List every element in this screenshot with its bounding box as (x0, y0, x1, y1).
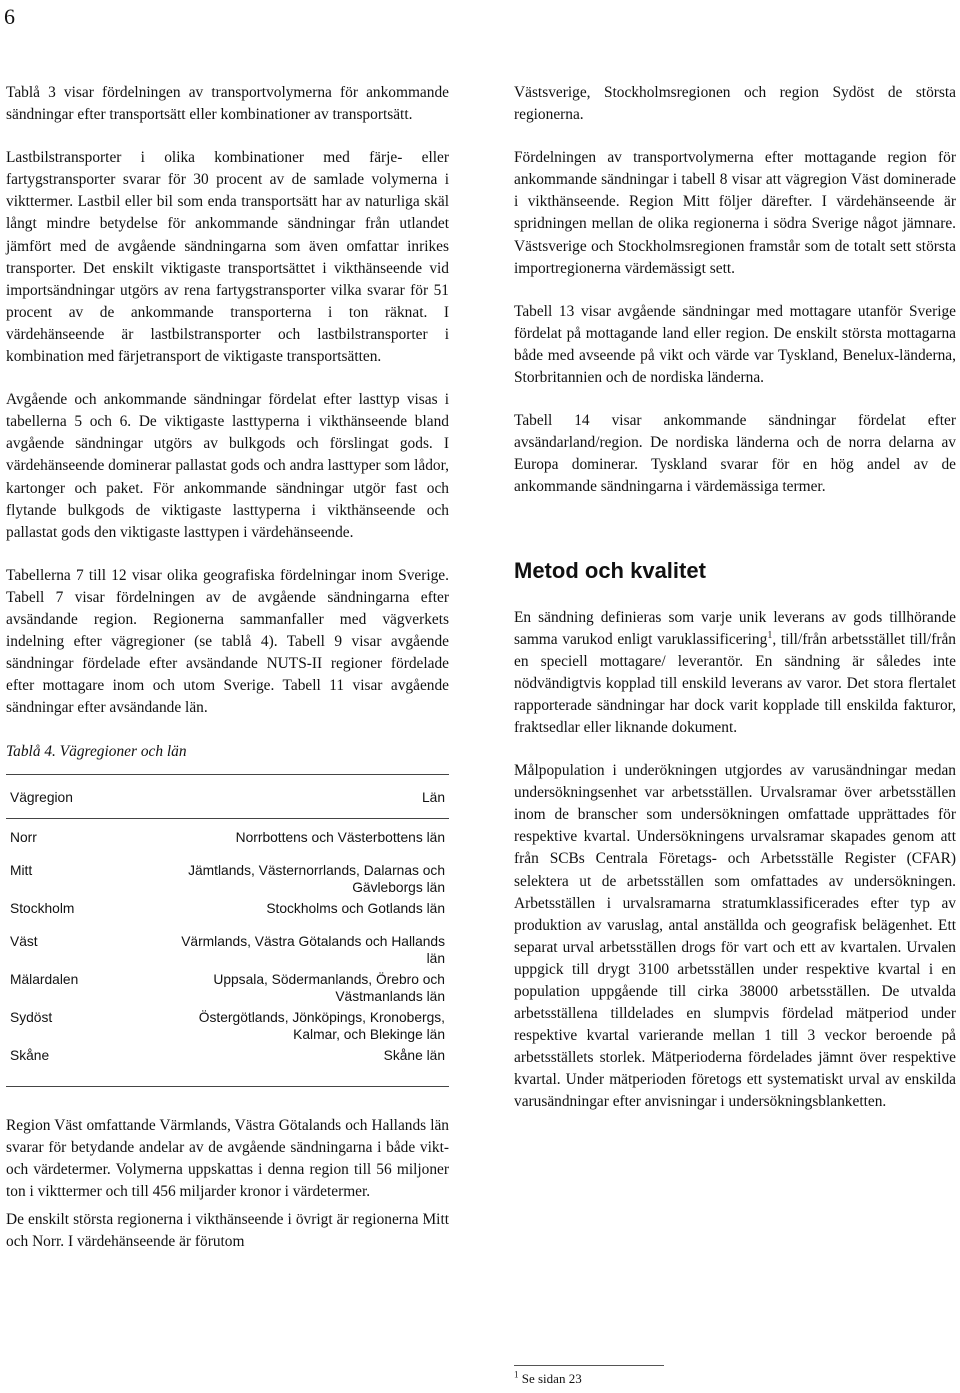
right-column (514, 82, 956, 1135)
table-row (6, 1045, 449, 1087)
regions-table (6, 774, 449, 1087)
paragraph: Tabellerna 7 till 12 visar olika geografiska fördelningar inom Sverige. Tabell 7 visar fördelningen av de avgående sändningarna efter avsändande region. Regionerna sammanfaller med vägverkets indelning efter vägregioner (se tablå 4). Tabell 9 visar avgående sändningar fördelade efter avsändande NUTS-II regioner fördelade efter mottagare inom och utom Sverige. Tabell 11 visar avgående sändningar efter avsändande län. (6, 566, 449, 717)
lan-cell: Norrbottens och Västerbottens län (235, 829, 445, 845)
footnote-marker: 1 (514, 1369, 519, 1380)
paragraph: Fördelningen av transportvolymerna efter mottagande region för ankommande sändningar i tabell 8 visar att vägregion Väst dominerade i vikthänseende. Region Mitt följer därefter. I värdehänseende är spridningen mellan de olika regionerna i södra Sverige något jämnare. Västsverige och Stockholmsregionen framstår som de totalt sett största importregionerna värdemässigt sett. (514, 149, 956, 277)
paragraph-text: , till/från arbetsstället till/från en speciell mottagare/ leverantör. En sändning är således inte nödvändigtvis kopplad till enskild leverans av varor. Det stora flertalet rapporterade sändningar har dock varit kopplade till enskilda fakturor, fraktsedlar eller liknande dokument. (514, 630, 956, 736)
region-cell: Stockholm (10, 900, 75, 916)
lan-cell: Östergötlands, Jönköpings, Kronobergs, Kalmar, och Blekinge län (198, 1009, 445, 1042)
region-cell: Mälardalen (10, 971, 79, 987)
table-header-row (6, 774, 449, 818)
footnote-divider (514, 1365, 664, 1366)
footnote (514, 1371, 582, 1387)
section-heading: Metod och kvalitet (514, 557, 706, 583)
paragraph: Västsverige, Stockholmsregionen och region Sydöst de största regionerna. (514, 84, 956, 124)
footnote-text: Se sidan 23 (518, 1371, 582, 1386)
table-row (6, 919, 449, 969)
header-lan: Län (164, 774, 449, 818)
region-cell: Skåne (6, 1045, 164, 1087)
header-region: Vägregion (6, 774, 164, 818)
region-cell: Norr (10, 829, 37, 845)
paragraph: Målpopulation i underökningen utgjordes av varusändningar medan undersökningsenhet var arbetsställen. Urvalsramar över arbetsställen inom de branscher som undersökningen omfattade upprättades för respektive kvartal. Undersökningens urvalsramar skapades genom att från SCBs Centrala Företags- och Arbetsställe Register (CFAR) selektera ut de arbetsställen som omfattades av undersökningen. Arbetsställen i urvalsramarna stratumklassificerades efter typ av produktion av varuslag, antal anställda och geografisk belägenhet. Ett separat urval arbetsställen drogs för vart och ett av kvartalen. Urvalen uppgick till drygt 3100 arbetsställen under respektive kvartal i en population uppgående till cirka 38000 arbetsställen. De utvalda arbetsställena tilldelades en slumpvis fördelad mätperiod under respektive kvartal varierande mellan 1 till 3 veckor beroende på arbetsställets storlek. Mätperioderna fördelades jämnt över respektive kvartal. Under mätperioden företogs ett systematiskt urval av enskilda varusändningar efter anvisningar i undersökningsblanketten. (514, 762, 956, 1111)
paragraph: Tabell 13 visar avgående sändningar med mottagare utanför Sverige fördelat på mottagande land eller region. De enskilt största mottagarna både med avseende på vikt och värde var Tyskland, Benelux-länderna, Storbritannien och de nordiska länderna. (514, 302, 956, 387)
paragraph: Lastbilstransporter i olika kombinationer med färje- eller fartygstransporter svarar för 30 procent av de samlade volymerna i vikttermer. Lastbil eller bil som enda transportsätt har av naturliga skäl långt mindre betydelse för ankommande sändningar från utlandet jämfört med de avgående sändningarna som även omfattar inrikes transporter. Det enskilt viktigaste transportsättet i vikthänseende vid importsändningar utgörs av rena fartygstransporter vilka svarar för 51 procent av de ankommande transporterna i ton räknat. I värdehänseende är lastbilstransporter och lastbilstransporter i kombination med färjetransport de viktigaste transportsätten. (6, 149, 449, 366)
paragraph: Tabell 14 visar ankommande sändningar fördelat efter avsändarland/region. De nordiska länderna och de norra delarna av Europa dominerar. Tyskland svarar för en hög andel av de ankommande sändningarna i värdemässiga termer. (514, 412, 956, 496)
footnote-ref: 1 (767, 629, 773, 641)
left-column (6, 82, 449, 1274)
lan-cell: Jämtlands, Västernorrlands, Dalarnas och Gävleborgs län (188, 862, 445, 895)
lan-cell: Värmlands, Västra Götalands och Hallands län (181, 933, 445, 966)
paragraph (514, 607, 956, 740)
paragraph: De enskilt största regionerna i vikthänseende i övrigt är regionerna Mitt och Norr. I värdehänseende är förutom (6, 1210, 449, 1250)
region-cell: Sydöst (10, 1009, 53, 1025)
table-row (6, 818, 449, 848)
paragraph: Tablå 3 visar fördelningen av transportvolymerna för ankommande sändningar efter transportsätt eller kombinationer av transportsätt. (6, 84, 449, 124)
table-row (6, 898, 449, 919)
region-cell: Väst (10, 933, 38, 949)
lan-cell: Stockholms och Gotlands län (266, 900, 445, 916)
page-number: 6 (4, 4, 15, 29)
table-caption: Tablå 4. Vägregioner och län (6, 743, 187, 761)
lan-cell: Skåne län (164, 1045, 449, 1087)
paragraph-text: En sändning definieras som varje unik leverans av gods tillhörande samma varukod enligt varuklassificering (514, 608, 956, 648)
table-row (6, 969, 449, 1007)
lan-cell: Uppsala, Södermanlands, Örebro och Västmanlands län (213, 971, 445, 1004)
table-row (6, 848, 449, 898)
paragraph: Avgående och ankommande sändningar fördelat efter lasttyp visas i tabellerna 5 och 6. De viktigaste lasttyperna i vikthänseende bland avgående sändningar utgörs av bulkgods och förslingat gods. I värdehänseende dominerar pallastat gods och andra lasttyper som lådor, kartonger och paket. För ankommande sändningar utgör fast och flytande bulkgods de viktigaste lasttyperna i vikthänseende och pallastat gods den viktigaste lasttypen i värdehänseende. (6, 391, 449, 541)
paragraph: Region Väst omfattande Värmlands, Västra Götalands och Hallands län svarar för betydande andelar av de avgående sändningarna i både vikt- och värdetermer. Volymerna uppskattas i denna region till 56 miljoner ton i vikttermer och till 456 miljarder kronor i värdetermer. (6, 1116, 449, 1200)
table-row (6, 1007, 449, 1045)
region-cell: Mitt (10, 862, 33, 878)
